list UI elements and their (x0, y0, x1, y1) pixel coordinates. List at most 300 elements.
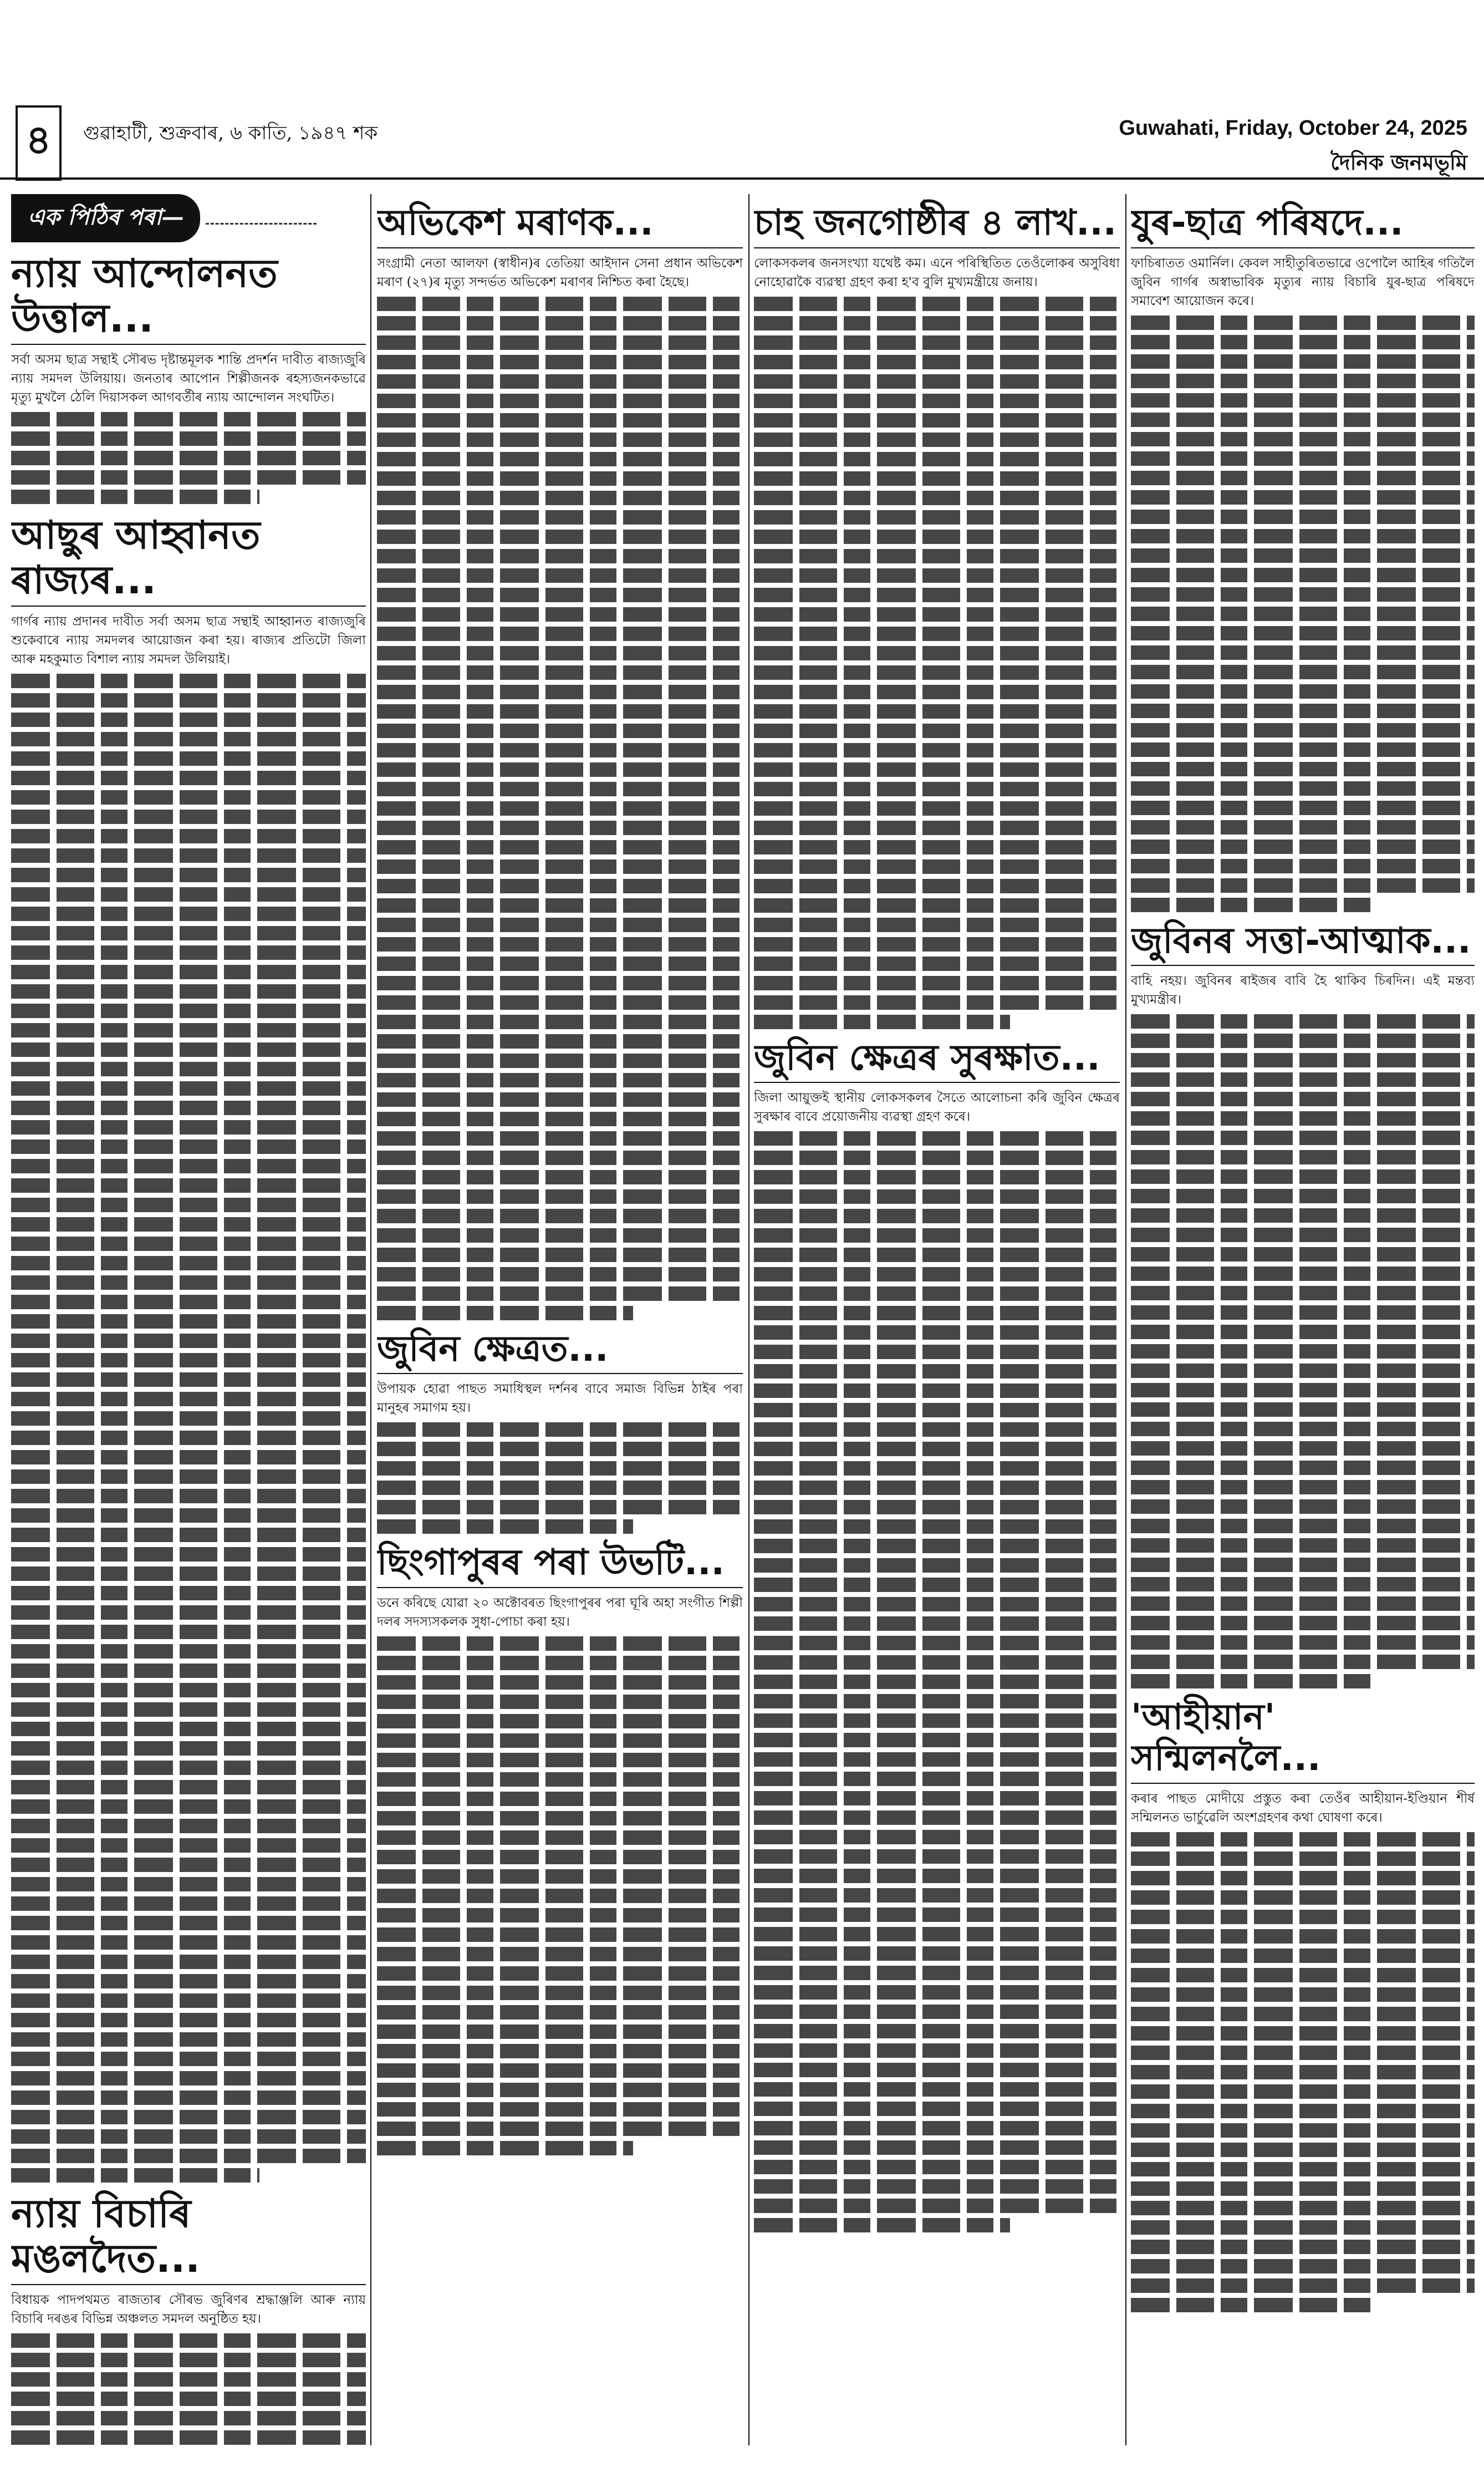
body-text-line (377, 859, 743, 874)
body-text-line (754, 394, 1120, 408)
body-text-line (377, 1636, 743, 1651)
body-text-line (1131, 1441, 1475, 1456)
body-text-line (377, 1267, 743, 1281)
body-text-line (11, 2168, 259, 2183)
body-text-line (377, 1519, 633, 1534)
body-text-line (754, 646, 1120, 660)
body-text-line (11, 984, 366, 999)
body-text-line (754, 1422, 1120, 1437)
body-text-line (1131, 2084, 1475, 2099)
headline-asean-sanmilan: 'আহীয়ান' সন্মিলনলৈ... (1131, 1697, 1475, 1783)
body-text-line (754, 433, 1120, 447)
headline-zubin-khetrot: জুবিন ক্ষেত্ৰত... (377, 1329, 743, 1375)
body-text-line (754, 2140, 1120, 2155)
body-text-line (754, 1810, 1120, 1825)
body-text-line (11, 1411, 366, 1426)
body-text-line (11, 1372, 366, 1387)
body-text-line (754, 1306, 1120, 1320)
body-text-line (377, 394, 743, 408)
body-text-line (377, 1947, 743, 1961)
body-text-line (377, 2063, 743, 2078)
body-text-line (11, 2392, 366, 2406)
body-text-line (754, 2218, 1010, 2232)
body-text-line (11, 1081, 366, 1096)
body-text-line (377, 1286, 743, 1301)
body-text-line (754, 1539, 1120, 1553)
body-text-line (1131, 1674, 1371, 1688)
body-text-line (377, 821, 743, 835)
body-text-line (754, 1383, 1120, 1398)
body-text-line (1131, 1596, 1475, 1611)
body-text-line (754, 627, 1120, 641)
body-text-line (754, 1927, 1120, 1941)
body-text-line (377, 724, 743, 738)
body-text-line (754, 413, 1120, 428)
article-lead: সংগ্ৰামী নেতা আলফা (স্বাধীন)ৰ তেতিয়া আইদান সেনা প্ৰধান অভিকেশ মৰাণ (২৭)ৰ মৃত্যু সন্দৰ্ভত অভিকেশ মৰাণৰ নিশ্চিত কৰা হৈছে। (377, 256, 743, 289)
body-text-line (377, 1927, 743, 1942)
body-text-line (1131, 1053, 1475, 1067)
body-text-line (11, 2052, 366, 2066)
body-text-line (377, 1656, 743, 1670)
body-text-line (1131, 1111, 1475, 1126)
article-lead: ডনে কৰিছে যোৱা ২০ অক্টোবৰত ছিংগাপুৰৰ পৰা ঘূৰি অহা সংগীত শিল্পী দলৰ সদস্যসকলক সুধা-পোচা কৰা হয়। (377, 1595, 743, 1629)
body-text-line (1131, 2046, 1475, 2060)
body-text-line (1131, 490, 1475, 505)
body-text-line (11, 674, 366, 688)
headline-singapore-ubhoti: ছিংগাপুৰৰ পৰা উভটি... (377, 1543, 743, 1588)
column-4 (1131, 194, 1475, 2445)
body-text-line (1131, 510, 1475, 524)
body-text-line (11, 1295, 366, 1309)
body-text-line (754, 1597, 1120, 1611)
body-text-line (11, 1004, 366, 1018)
body-text-line (1131, 2123, 1475, 2138)
body-text-line (377, 2141, 633, 2155)
body-text-line (377, 1170, 743, 1184)
body-text-line (1131, 1169, 1475, 1184)
body-text-line (377, 1889, 743, 1903)
body-text-line (11, 1528, 366, 1542)
body-text-line (11, 1237, 366, 1251)
body-text-line (1131, 665, 1475, 679)
column-3 (754, 194, 1120, 2445)
body-text-line (11, 713, 366, 727)
body-text-line (11, 2353, 366, 2367)
body-text-line (754, 859, 1120, 874)
article-lead: বিধায়ক পাদপথমত ৰাজতাৰ সৌৰভ জুৰিণৰ শ্ৰদ্ধাঞ্জলি আৰু ন্যায় বিচাৰি দৰঙৰ বিভিন্ন অঞ্চলত সমদল অনুষ্ঠিত হয়। (11, 2293, 366, 2327)
body-text-line (754, 1442, 1120, 1456)
body-text-line (754, 976, 1120, 990)
body-text-line (377, 607, 743, 622)
column-2 (377, 194, 743, 2445)
body-text-line (377, 1792, 743, 1806)
body-text-line (377, 1753, 743, 1767)
article-lead: বাহি নহয়। জুবিনৰ ৰাইজৰ বাবি হৈ থাকিব চিৰদিন। এই মন্তব্য মুখ্যমন্ত্ৰীৰ। (1131, 974, 1475, 1008)
body-text-line (1131, 1325, 1475, 1339)
body-text-line (1131, 1344, 1475, 1359)
body-text-line (754, 821, 1120, 835)
body-text-line (11, 1702, 366, 1717)
body-text-line (1131, 1208, 1475, 1223)
body-text-line (11, 1896, 366, 1911)
body-text-line (754, 1015, 1010, 1029)
body-text-line (377, 433, 743, 447)
body-text-line (377, 374, 743, 389)
article-lead: সৰ্বা অসম ছাত্ৰ সন্থাই সৌৰভ দৃষ্টান্তমূলক শান্তি প্ৰদৰ্শন দাবীত ৰাজ্যজুৰি ন্যায় সমদল উলিয়ায়। জনতাৰ আপোন শিল্পীজনক ৰহস্যজনকভাৱে মৃত্যু মুখলৈ ঠেলি দিয়াসকল আগবৰ্তীৰ ন্যায় আন্দোলন সংঘটিত। (11, 353, 366, 405)
body-text-line (1131, 1499, 1475, 1514)
body-text-line (754, 1830, 1120, 1844)
body-text-line (754, 1616, 1120, 1631)
body-text-line (754, 1888, 1120, 1903)
headline-nyay-bisari-mangaldoi: ন্যায় বিচাৰি মঙলদৈত... (11, 2191, 366, 2285)
body-text-line (754, 918, 1120, 932)
body-text-line (1131, 1034, 1475, 1048)
body-text-line (1131, 335, 1475, 349)
body-text-line (377, 2122, 743, 2136)
body-text-line (754, 452, 1120, 466)
edition-dateline: Guwahati, Friday, October 24, 2025 (1119, 116, 1467, 140)
body-text-line (754, 1908, 1120, 1922)
body-text-line (754, 665, 1120, 680)
body-text-line (754, 1170, 1120, 1184)
body-text-line (11, 1159, 366, 1173)
body-text-line (11, 1605, 366, 1620)
body-text-line (11, 1198, 366, 1212)
body-text-line (11, 1741, 366, 1756)
body-text-line (377, 1714, 743, 1728)
body-text-line (754, 1209, 1120, 1223)
body-text-line (377, 1461, 743, 1476)
body-text-line (1131, 529, 1475, 543)
body-text-line (1131, 1150, 1475, 1164)
body-text-line (754, 1694, 1120, 1708)
body-text-line (1131, 1422, 1475, 1436)
body-text-line (377, 1151, 743, 1165)
body-text-line (11, 1935, 366, 1950)
body-text-line (754, 1325, 1120, 1340)
masthead: দৈনিক জনমভূমি (1330, 150, 1467, 175)
body-text-line (377, 627, 743, 641)
headline-chah-janagosthi: চাহ জনগোষ্ঠীৰ ৪ লাখ... (754, 203, 1120, 248)
body-text-line (377, 995, 743, 1010)
body-text-line (11, 1955, 366, 1969)
body-text-line (11, 1644, 366, 1659)
body-text-line (754, 2102, 1120, 2116)
column-rule (1125, 194, 1126, 2445)
body-text-line (754, 937, 1120, 952)
article-lead: জিলা আয়ুক্তই স্থানীয় লোকসকলৰ সৈতে আলোচনা কৰি জুবিন ক্ষেত্ৰৰ সুৰক্ষাৰ বাবে প্ৰয়োজনীয় ব্যৱস্থা গ্ৰহণ কৰে। (754, 1091, 1120, 1125)
body-text-line (377, 1092, 743, 1107)
body-text-line (1131, 2298, 1371, 2312)
body-text-line (11, 2333, 366, 2348)
body-text-line (1131, 1480, 1475, 1494)
body-text-line (377, 879, 743, 893)
body-text-line (754, 1228, 1120, 1243)
body-text-line (377, 1850, 743, 1864)
body-text-line (11, 1334, 366, 1348)
body-text-line (377, 646, 743, 660)
body-text-line (377, 316, 743, 330)
body-text-line (1131, 1538, 1475, 1553)
body-text-line (754, 1519, 1120, 1534)
body-text-line (11, 1722, 366, 1736)
dateline-local: গুৱাহাটী, শুক্ৰবাৰ, ৬ কাতি, ১৯৪৭ শক (83, 122, 378, 144)
body-text-line (1131, 1266, 1475, 1281)
body-text-line (754, 1403, 1120, 1417)
body-text-line (754, 2063, 1120, 2077)
body-text-line (1131, 2240, 1475, 2254)
body-text-line (11, 771, 366, 785)
body-text-line (1131, 1383, 1475, 1397)
body-text-line (1131, 820, 1475, 835)
body-text-line (11, 1993, 366, 2008)
body-text-line (377, 2102, 743, 2117)
body-text-line (11, 790, 366, 805)
body-text-line (754, 1733, 1120, 1747)
body-text-line (754, 1461, 1120, 1476)
body-text-line (377, 1442, 743, 1456)
body-text-line (754, 374, 1120, 389)
body-text-line (11, 868, 366, 882)
body-text-line (377, 685, 743, 699)
body-text-line (11, 2372, 366, 2387)
body-text-line (1131, 1092, 1475, 1106)
body-text-line (377, 762, 743, 777)
body-text-line (377, 840, 743, 854)
body-text-line (377, 1054, 743, 1068)
body-text-line (1131, 2181, 1475, 2196)
body-text-line (11, 1353, 366, 1367)
body-text-line (754, 1481, 1120, 1495)
body-text-line (11, 1508, 366, 1523)
body-text-line (11, 1916, 366, 1930)
body-text-line (1131, 781, 1475, 796)
body-text-line (11, 2149, 366, 2163)
body-text-line (11, 1625, 366, 1639)
body-text-line (377, 297, 743, 311)
body-text-line (377, 335, 743, 350)
divider (206, 223, 317, 225)
body-text-line (754, 1636, 1120, 1650)
body-text-line (1131, 1635, 1475, 1650)
body-text-line (1131, 432, 1475, 446)
body-text-line (1131, 704, 1475, 718)
body-text-line (754, 530, 1120, 544)
body-text-line (377, 1481, 743, 1495)
body-text-line (377, 1675, 743, 1690)
body-text-line (11, 1819, 366, 1833)
body-text-line (377, 1869, 743, 1884)
body-text-line (1131, 1987, 1475, 2002)
body-text-line (377, 1015, 743, 1029)
body-text-line (11, 451, 366, 465)
body-text-line (377, 1131, 743, 1146)
body-text-line (1131, 801, 1475, 815)
body-text-line (1131, 451, 1475, 466)
body-text-line (11, 470, 366, 485)
body-text-line (1131, 1189, 1475, 1203)
body-text-line (11, 848, 366, 863)
body-text-line (754, 491, 1120, 505)
body-text-line (1131, 2162, 1475, 2176)
body-text-line (1131, 2278, 1475, 2293)
body-text-line (754, 1151, 1120, 1165)
column-rule (370, 194, 371, 2445)
body-text-line (1131, 1461, 1475, 1475)
body-text-line (1131, 1890, 1475, 1905)
body-text-line (754, 724, 1120, 738)
body-text-line (11, 945, 366, 960)
body-text-line (754, 1286, 1120, 1301)
body-text-line (11, 1101, 366, 1115)
body-text-line (11, 2013, 366, 2027)
body-text-line (754, 1189, 1120, 1204)
body-text-line (754, 588, 1120, 602)
body-text-line (1131, 1616, 1475, 1630)
body-text-line (1131, 1577, 1475, 1591)
body-text-line (377, 665, 743, 680)
body-text-line (1131, 1131, 1475, 1145)
body-text-line (1131, 316, 1475, 330)
body-text-line (377, 1811, 743, 1825)
body-text-line (377, 1073, 743, 1087)
body-text-line (377, 801, 743, 816)
body-text-line (1131, 1247, 1475, 1262)
body-text-line (377, 1306, 633, 1320)
column-rule (748, 194, 749, 2445)
body-text-line (1131, 413, 1475, 427)
body-text-line (377, 1500, 743, 1514)
body-text-line (1131, 859, 1475, 873)
body-text-line (11, 2430, 366, 2445)
body-text-line (377, 413, 743, 428)
body-text-line (754, 510, 1120, 525)
body-text-line (1131, 898, 1371, 912)
body-text-line (11, 1761, 366, 1775)
body-text-line (377, 2025, 743, 2039)
body-text-line (11, 1489, 366, 1503)
body-text-line (377, 1248, 743, 1262)
body-text-line (11, 2071, 366, 2085)
body-text-line (377, 1112, 743, 1126)
body-text-line (754, 2179, 1120, 2194)
body-text-line (754, 549, 1120, 563)
body-text-line (754, 1558, 1120, 1573)
body-text-line (1131, 1910, 1475, 1924)
body-text-line (377, 1209, 743, 1223)
body-text-line (11, 1974, 366, 1988)
body-text-line (11, 965, 366, 979)
body-text-line (11, 810, 366, 824)
body-text-line (1131, 645, 1475, 660)
body-text-line (1131, 1832, 1475, 1847)
body-text-line (1131, 878, 1475, 893)
body-text-line (754, 1966, 1120, 1980)
body-text-line (754, 685, 1120, 699)
body-text-line (11, 1275, 366, 1290)
body-text-line (1131, 1851, 1475, 1866)
body-text-line (11, 887, 366, 902)
body-text-line (377, 1772, 743, 1787)
article-lead: লোকসকলৰ জনসংখ্যা যথেষ্ট কম। এনে পৰিস্থিতিত তেওঁলোকৰ অসুবিধা নোহোৱাকৈ ব্যৱস্থা গ্ৰহণ কৰা হ'ব বুলি মুখ্যমন্ত্ৰীয়ে জনায়। (754, 256, 1120, 289)
body-text-line (377, 355, 743, 369)
body-text-line (1131, 2201, 1475, 2215)
body-text-line (11, 1120, 366, 1135)
body-text-line (1131, 723, 1475, 737)
body-text-line (11, 829, 366, 843)
body-text-line (1131, 587, 1475, 602)
body-text-line (377, 1422, 743, 1437)
body-text-line (11, 1586, 366, 1600)
body-text-line (754, 1946, 1120, 1961)
body-text-line (11, 1858, 366, 1872)
body-text-line (754, 995, 1120, 1010)
page-header (0, 0, 1484, 180)
body-text-line (11, 2032, 366, 2047)
body-text-line (1131, 1558, 1475, 1572)
body-text-line (1131, 1519, 1475, 1533)
body-text-line (754, 2199, 1120, 2213)
body-text-line (754, 879, 1120, 893)
body-text-line (754, 316, 1120, 330)
body-text-line (1131, 1228, 1475, 1242)
body-text-line (1131, 742, 1475, 757)
body-text-line (11, 1838, 366, 1853)
body-text-line (11, 2090, 366, 2105)
body-text-line (11, 1799, 366, 1814)
body-text-line (754, 898, 1120, 913)
body-text-line (754, 1752, 1120, 1767)
body-text-line (1131, 374, 1475, 388)
body-text-line (377, 471, 743, 486)
body-text-line (1131, 626, 1475, 640)
body-text-line (754, 2024, 1120, 2038)
body-text-line (377, 937, 743, 952)
headline-nyay-andolon: ন্যায় আন্দোলনত উত্তাল... (11, 251, 366, 345)
body-text-line (754, 1869, 1120, 1883)
body-text-line (754, 2043, 1120, 2058)
body-text-line (754, 2121, 1120, 2135)
article-lead: গাৰ্গৰ ন্যায় প্ৰদানৰ দাবীত সৰ্বা অসম ছাত্ৰ সন্থাই আহ্বানত ৰাজ্যজুৰি শুকেবাৰে ন্যায় সমদলৰ আয়োজন কৰা হয়। ৰাজ্যৰ প্ৰতিটো জিলা আৰু মহকুমাত বিশাল ন্যায় সমদল উলিয়াই। (11, 614, 366, 667)
body-text-line (377, 452, 743, 466)
body-text-line (754, 957, 1120, 971)
body-text-line (11, 1062, 366, 1076)
body-text-line (11, 1392, 366, 1406)
body-text-line (1131, 568, 1475, 582)
body-text-line (1131, 684, 1475, 699)
body-text-line (754, 1655, 1120, 1670)
body-text-line (754, 743, 1120, 757)
body-text-line (377, 1034, 743, 1049)
body-text-line (11, 1042, 366, 1057)
body-text-line (377, 530, 743, 544)
body-text-line (377, 2083, 743, 2097)
body-text-line (11, 1140, 366, 1154)
body-text-line (754, 801, 1120, 816)
body-text-line (1131, 354, 1475, 369)
body-text-line (11, 2411, 366, 2425)
body-text-line (754, 355, 1120, 369)
body-text-line (377, 2005, 743, 2020)
body-text-line (1131, 2220, 1475, 2235)
article-lead: ফাচিৰাতত ওমাৰ্নিল। কেবল সাহীতুৰিতভাৱে ওপোলৈ আহিৰ গতিলৈ জুবিন গাৰ্গৰ অস্বাভাবিক মৃত্যুৰ ন্যায় বিচাৰি যুৰ-ছাত্ৰ পৰিষদে সমাবেশ আয়োজন কৰে। (1131, 256, 1475, 308)
body-text-line (754, 1849, 1120, 1864)
body-text-line (377, 588, 743, 602)
body-text-line (1131, 1949, 1475, 1963)
body-text-line (11, 693, 366, 708)
body-text-line (11, 2129, 366, 2144)
body-text-line (11, 1877, 366, 1891)
